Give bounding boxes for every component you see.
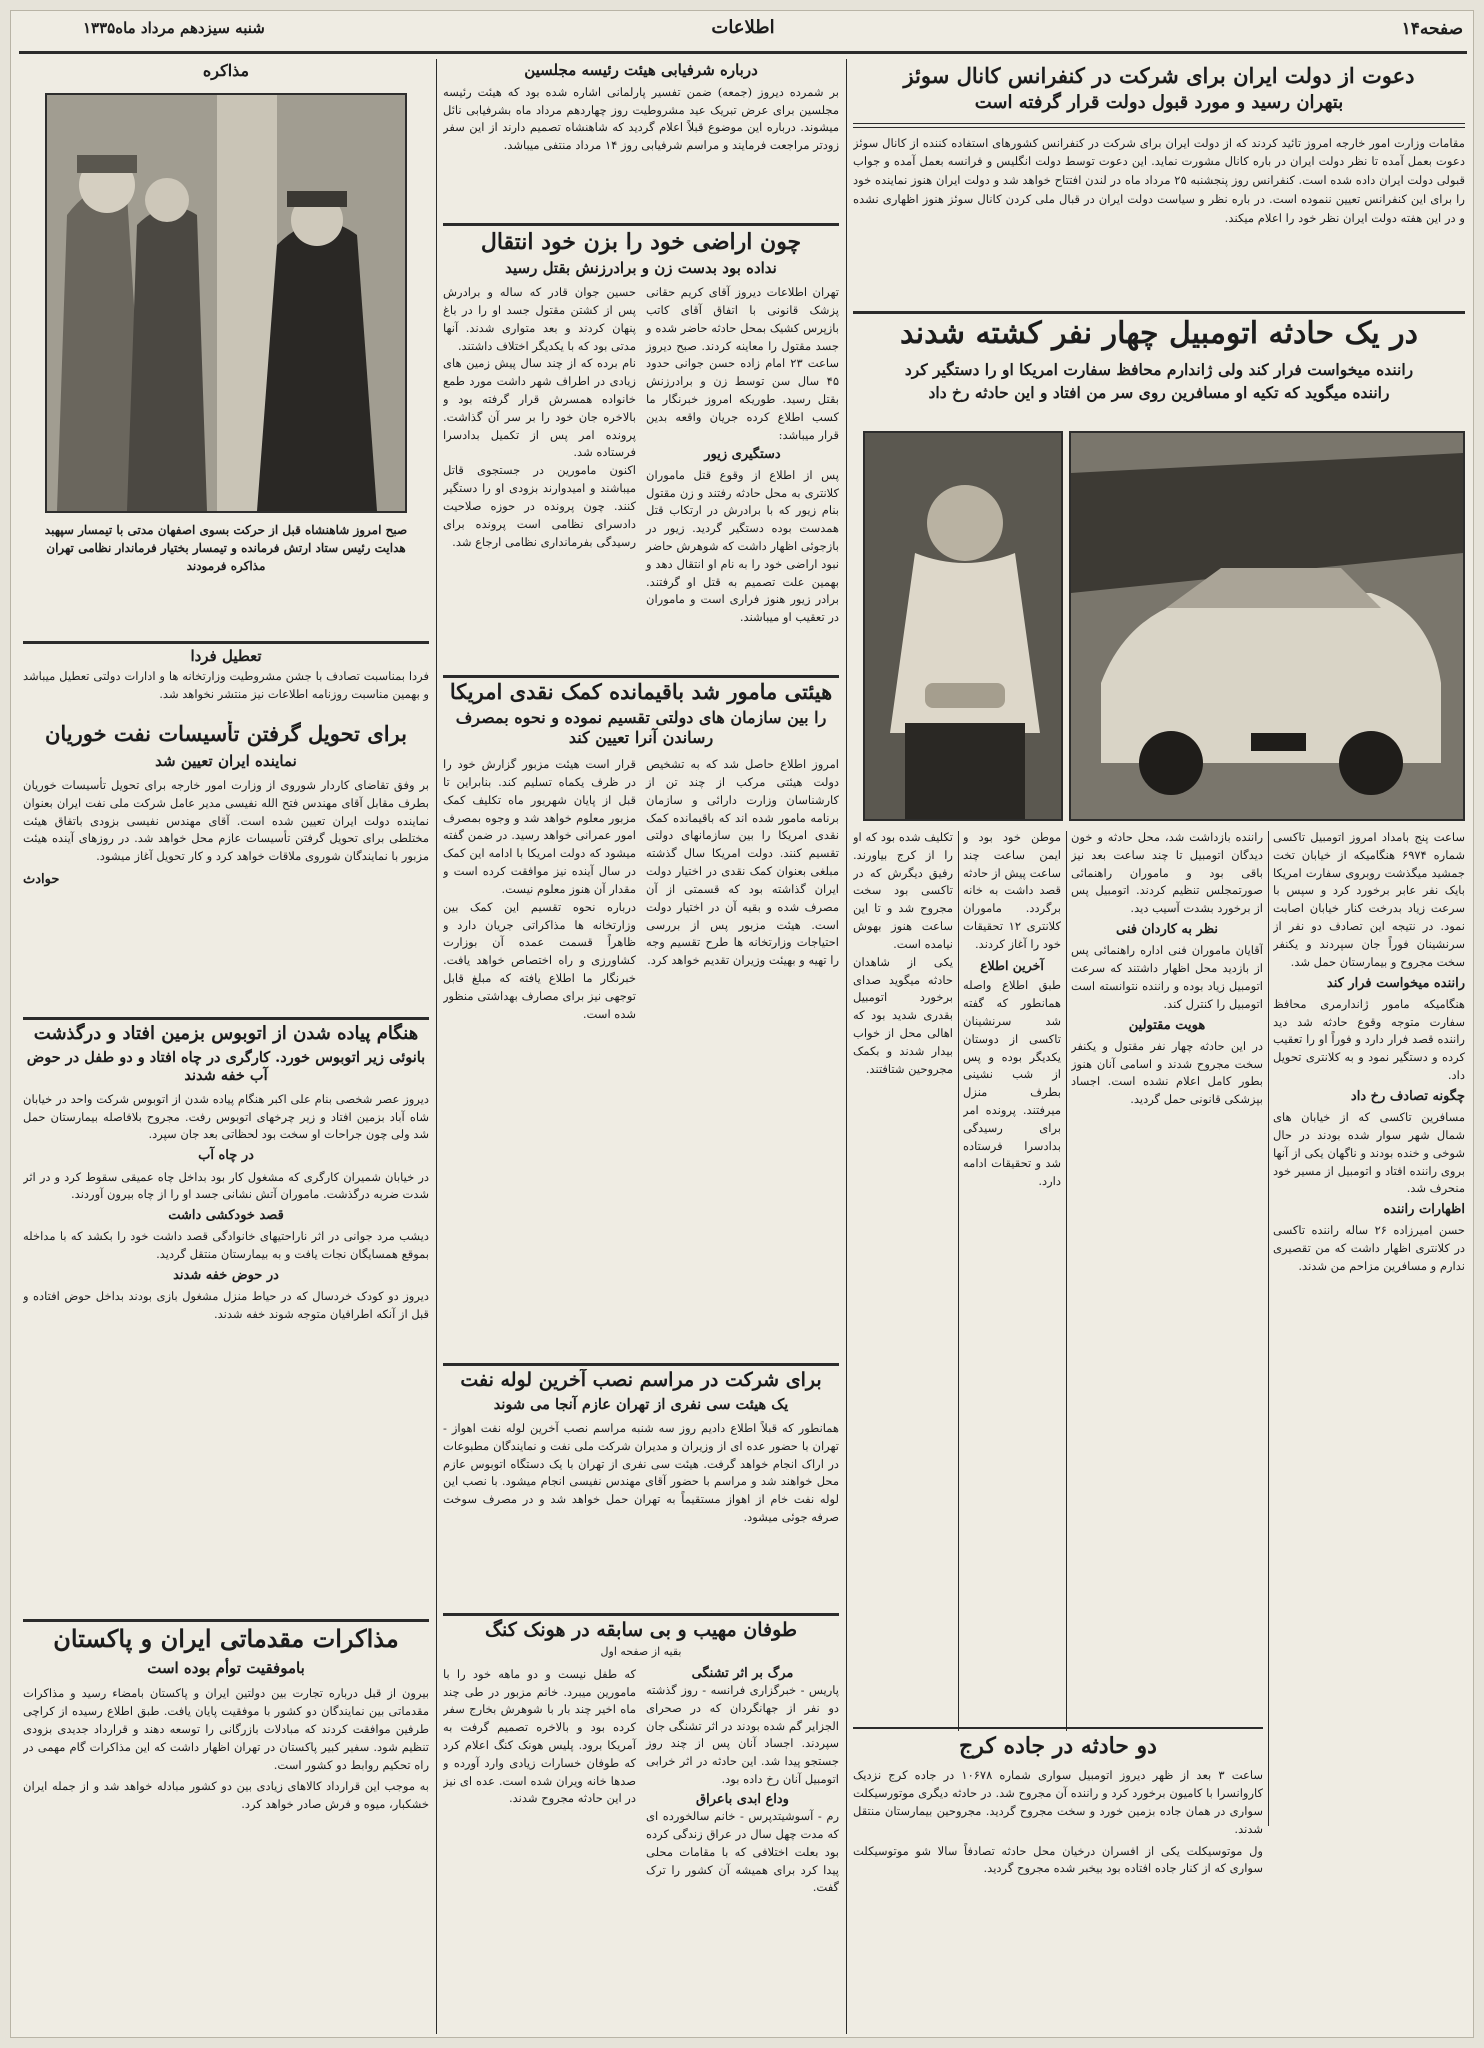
car-illustration: [1071, 433, 1463, 819]
accident-text: ساعت پنج بامداد امروز اتومبیل تاکسی شماره ۶۹۷۴ هنگامیکه از خیابان تخت جمشید میگذشت روبروی سفارت امریکا بایک نفر عابر برخورد کرد و سپس با سرعت زیاد بدرخت کنار خیابان اصابت نمود. در نتیجه این تصادف دو نفر از سرنشینان فوراً جان سپردند و یکنفر سخت مجروح و بیمارستان حمل شد.: [1273, 830, 1465, 969]
bus-article: [23, 1023, 429, 1623]
column-divider: [846, 59, 847, 2034]
section-rule: [443, 223, 839, 226]
accident-subtitle-2: راننده میگوید که تکیه او مسافرین روی سر من افتاد و این حادثه رخ داد: [928, 382, 1390, 402]
section-rule: [853, 1727, 1263, 1729]
accident-text: راننده بازداشت شد، محل حادثه و خون دیدگان اتومبیل تا چند ساعت بعد نیز باقی بود و ماموران راهنمائی صورتمجلس تنظیم کردند. اتومبیل پس از برخورد بشدت آسیب دید.: [1071, 830, 1263, 916]
suez-body: مقامات وزارت امور خارجه امروز تائید کردند که از دولت ایران برای شرکت در کنفرانس کشورهای استفاده کننده از کانال سوئز دعوت بعمل آمده تا نظر دولت ایران در باره کانال مشورت نماید. این دعوت توسط دولت انگلیس و فرانسه بعمل آمده و جواب قبولی دولت ایران داده شده است. کنفرانس روز پنجشنبه ۲۵ مرداد ماه در لندن افتتاح خواهد شد و دولت ایران هنوز نماینده خود را برای این کنفرانس تعیین ننموده است. در باره نظر و سیاست دولت ایران در قبال ملی کردن کانال سوئز هنوز اظهاری نشده و در این هفته دولت ایران نظر خود را اعلام میکند.: [853, 135, 1465, 225]
accident-subhead: آخرین اطلاع: [980, 957, 1044, 973]
thirst-text: رم - آسوشیتدپرس - خانم سالخورده ای که مدت چهل سال در عراق زندگی کرده بود بعلت اختلافی که با مقامات محلی پیدا کرد برای همیشه آن کشور را ترک گفت.: [646, 1809, 839, 1895]
accident-subhead: چگونه تصادف رخ داد: [1350, 1088, 1465, 1104]
us-aid-article: [443, 679, 839, 1349]
audience-article: [23, 61, 429, 641]
pakistan-article: [23, 1625, 429, 2033]
murder-subhead: دستگیری زیور: [704, 447, 781, 463]
pipeline-subtitle: یک هیئت سی نفری از تهران عازم آنجا می شوند: [493, 1395, 789, 1413]
bus-subhead: قصد خودکشی داشت: [168, 1208, 284, 1224]
bus-body: دیشب مرد جوانی در اثر ناراحتیهای خانوادگی قصد داشت خود را بکشد که با مداخله بموقع همسایگان نجات یافت و به بیمارستان منتقل گردید.: [23, 1229, 429, 1262]
typhoon-title: طوفان مهیب و بی سابقه در هونک کنگ: [484, 1619, 798, 1641]
section-rule: [23, 641, 429, 644]
us-aid-column: [443, 756, 636, 1023]
accident-column-3: [963, 829, 1061, 1729]
masthead: [11, 11, 1475, 51]
paper-name: اطلاعات: [711, 17, 775, 38]
driver-figure: [865, 433, 1061, 819]
suez-article: [853, 61, 1465, 351]
karaj-title: دو حادثه در جاده کرج: [959, 1733, 1157, 1759]
masthead-rule: [19, 51, 1467, 54]
murder-columns: [443, 284, 839, 627]
accident-text: آقایان ماموران فنی اداره راهنمائی پس از بازدید محل اظهار داشتند که سرعت اتومبیل زیاد بوده و راننده نتوانسته است اتومبیل را کنترل کند.: [1071, 943, 1263, 1011]
oil-article: [23, 721, 429, 1021]
divider: [853, 123, 1465, 128]
bus-body: در خیابان شمیران کارگری که مشغول کار بود بداخل چاه عمیقی سقوط کرد و در اثر شدت ضربه درگذشت. ماموران آتش نشانی جسد او را از چاه بیرون آوردند.: [23, 1169, 429, 1202]
accident-subhead: نظر به کاردان فنی: [1116, 922, 1218, 938]
section-rule: [443, 675, 839, 678]
bus-body: دیروز عصر شخصی بنام علی اکبر هنگام پیاده شدن از اتوبوس شرکت واحد در خیابان شاه آباد بزمین افتاد و زیر چرخهای اتوبوس رفت. مجروح بلافاصله بیمارستان حمل شد ولی چون جراحات او سخت بود لحظاتی بعد جان سپرد.: [23, 1091, 429, 1142]
bus-body: دیروز دو کودک خردسال که در حیاط منزل مشغول بازی بودند بداخل حوض افتاده و قبل از آنکه اطرافیان متوجه شوند خفه شدند.: [23, 1289, 429, 1322]
suez-title: دعوت از دولت ایران برای شرکت در کنفرانس کانال سوئز: [903, 63, 1415, 88]
oil-footer: حوادث: [23, 872, 60, 887]
page-number: صفحه۱۴: [1401, 19, 1463, 39]
sharafi-title: درباره شرفیابی هیئت رئیسه مجلسین: [524, 61, 758, 79]
holiday-title: تعطیل فردا: [190, 647, 262, 665]
typhoon-continued: بقیه از صفحه اول: [600, 1644, 682, 1658]
oil-body: بر وفق تقاضای کاردار شوروی از وزارت امور خارجه برای تحویل تأسیسات خوریان بطرف مقابل آقای مهندس فتح الله نفیسی مدیر عامل شرکت ملی نفت ایران بعنوان نماینده دولت ایران تعیین شده است. آقای مهندس نفیسی بزودی باتفاق هیئت مختلطی برای تحویل گرفتن تأسیسات عازم محل خواهد شد. در روزهای آینده هیئت مزبور با نمایندگان شوروی ملاقات خواهد کرد و کار تحویل آغاز میشود.: [23, 777, 429, 864]
accident-column-4: [853, 829, 953, 1729]
us-aid-column: [646, 756, 839, 1023]
us-aid-subtitle: را بین سازمان های دولتی تقسیم نموده و نحوه بمصرف رساندن آنرا تعیین کند: [455, 708, 827, 748]
accident-text: یکی از شاهدان حادثه میگوید صدای برخورد اتومبیل بقدری شدید بود که اهالی محل از خواب بیدار شدند و بکمک مجروحین شتافتند.: [853, 954, 953, 1076]
bus-title: هنگام پیاده شدن از اتوبوس بزمین افتاد و درگذشت: [33, 1023, 419, 1044]
audience-title: مذاکره: [202, 61, 250, 80]
murder-text: حسین جوان قادر که ساله و برادرش پس از کشتن مقتول جسد او را در باغ پنهان کردند و بعد متواری شدند. آنها مدتی بود که با یکدیگر اختلاف داشتند.: [443, 285, 636, 353]
oil-title: برای تحویل گرفتن تأسیسات نفت خوریان: [44, 721, 407, 746]
accident-text: موطن خود بود و ایمن ساعت چند ساعت پیش از حادثه قصد داشت به خانه برگردد. ماموران کلانتری ۱۲ تحقیقات خود را آغاز کردند.: [963, 830, 1061, 951]
bus-subhead: در حوض خفه شدند: [173, 1268, 279, 1284]
murder-title: چون اراضی خود را بزن خود انتقال: [480, 229, 802, 255]
typhoon-column: [443, 1666, 636, 1897]
karaj-body: ول موتوسیکلت یکی از افسران درخیان محل حادثه تصادفاً سالا شو موتوسیکلت سواری که از کنار جاده افتاده بود بیخبر شده مجروح گردید.: [853, 1843, 1263, 1876]
thirst-column: [646, 1666, 839, 1897]
accident-header: [853, 317, 1465, 439]
column-divider: [958, 831, 959, 1731]
karaj-body: ساعت ۳ بعد از ظهر دیروز اتومبیل سواری شماره ۱۰۶۷۸ در جاده کرج نزدیک کاروانسرا با کامیون برخورد کرد و راننده آن مجروح شد. در حادثه دیگری موتورسیکلت سواری در همان جاده بزمین خورد و سخت مجروح گردید. مجروحین بیمارستان منتقل شدند.: [853, 1768, 1263, 1836]
us-aid-text: درباره نحوه تقسیم این کمک بین وزارتخانه ها مذاکراتی جریان دارد و ظاهراً قسمت عمده آن بوزارت کشاورزی و راه اختصاص خواهد یافت. خبرنگار ما اطلاع یافته که مبلغ قابل توجهی نیز برای مصارف بهداشتی منظور شده است.: [443, 899, 636, 1021]
wrecked-car-photo: [1069, 431, 1465, 821]
murder-text: پس از اطلاع از وقوع قتل ماموران کلانتری به محل حادثه رفتند و زن مقتول بنام زیور که با برادرش در ارتکاب قتل همدست بوده دستگیر گردید. زیور در بازجوئی اظهار داشت که شوهرش حاضر نبود اراضی خود را به نام او انتقال دهد و بهمین علت تصمیم به قتل او گرفتند. برادر زیور هنوز فراری است و ماموران در تعقیب او میباشند.: [646, 467, 839, 625]
suez-subtitle: بتهران رسید و مورد قبول دولت قرار گرفته است: [974, 92, 1344, 114]
accident-column-1: [1273, 829, 1465, 1829]
column-divider: [1268, 831, 1269, 1826]
thirst-subhead: وداع ابدی باعراق: [696, 1791, 789, 1807]
karaj-article: [853, 1733, 1263, 2033]
murder-column: [443, 284, 636, 627]
typhoon-text: که طفل نیست و دو ماهه خود را با مامورین میبرد. خانم مزبور در طی چند ماه اخیر چند بار با شوهرش بخارج سفر کرده بود و بالاخره تصمیم گرفت به آمریکا برود. پلیس هونک کنگ اعلام کرد که طوفان خسارات زیادی وارد آورده و صدها خانه ویران شده است. عده ای نیز در این حادثه مجروح شدند.: [443, 1666, 636, 1806]
audience-caption: صبح امروز شاهنشاه قبل از حرکت بسوی اصفهان مدتی با تیمسار سپهبد هدایت رئیس ستاد ارتش فرمانده و تیمسار بختیار فرماندار نظامی تهران مذاکره فرمودند: [44, 523, 408, 573]
accident-text: حسن امیرزاده ۲۶ ساله راننده تاکسی در کلانتری اظهار داشت که من تقصیری ندارم و مسافرین مزاحم من شدند.: [1273, 1223, 1465, 1273]
murder-article: [443, 229, 839, 679]
accident-text: طبق اطلاع واصله همانطور که گفته شد سرنشینان تاکسی از دوستان یکدیگر بوده و پس از شب نشینی بطرف منزل میرفتند. پرونده امر برای رسیدگی بدادسرا فرستاده شد و تحقیقات ادامه دارد.: [963, 978, 1061, 1189]
holiday-notice: [23, 647, 429, 719]
column-divider: [436, 59, 437, 2034]
sharafi-body: بر شمرده دیروز (جمعه) ضمن تفسیر پارلمانی اشاره شده بود که هیئت رئیسه مجلسین برای عرض تبریک عید مشروطیت روز چهاردهم مرداد ماه بشرفیابی نائل میشوند. درباره این موضوع قبلاً اعلام گردید که شاهنشاه تصمیم دارند از این سفر زودتر مراجعت فرمایند و مراسم شرفیابی روز ۱۴ مرداد منتفی میباشد.: [443, 84, 839, 153]
accident-text: مسافرین تاکسی که از خیابان های شمال شهر سوار شده بودند در حال شوخی و خنده بودند و ناگهان یکی از آنها بروی راننده افتاد و اتومبیل از مسیر خود منحرف شد.: [1273, 1110, 1465, 1196]
section-rule: [443, 1363, 839, 1366]
officers-illustration: [47, 95, 405, 511]
typhoon-columns: [443, 1666, 839, 1897]
accident-text: هنگامیکه مامور ژاندارمری محافظ سفارت متوجه وقوع حادثه شد دید راننده قصد فرار دارد و فوراً او را تعقیب کرده و دستگیر نمود و به کلانتری تحویل داد.: [1273, 996, 1465, 1082]
murder-subtitle: نداده بود بدست زن و برادرزنش بقتل رسید: [505, 259, 777, 278]
pakistan-subtitle: باموفقیت توأم بوده است: [147, 1658, 305, 1677]
accident-subhead: راننده میخواست فرار کند: [1326, 975, 1465, 991]
us-aid-columns: [443, 756, 839, 1023]
murder-text: تهران اطلاعات دیروز آقای کریم حقانی پزشک قانونی با اتفاق آقای کاتب بازپرس کشیک بمحل حادثه حاضر شده و جسد مقتول را معاینه کردند. صبح دیروز ساعت ۲۳ امام زاده حسن جوانی حدود ۴۵ سال سن توسط زن و برادرزنش بقتل رسید. طوریکه امروز خبرنگار ما کسب اطلاع کرده جریان واقعه بدین قرار میباشد:: [646, 285, 839, 442]
murder-text: اکنون مامورین در جستجوی قاتل میباشند و امیدوارند بزودی او را دستگیر کنند. چون پرونده در حوزه صلاحیت دادسرای نظامی است پرونده برای رسیدگی بفرمانداری نظامی ارجاع شد.: [443, 463, 636, 549]
accident-text: در این حادثه چهار نفر مقتول و یکنفر سخت مجروح شدند و اسامی آنان هنوز بطور کامل اعلام نشده است. اجساد بپزشکی قانونی حمل گردید.: [1071, 1038, 1263, 1107]
thirst-text: پاریس - خبرگزاری فرانسه - روز گذشته دو نفر از جهانگردان که در صحرای الجزایر گم شده بودند در اثر تشنگی جان سپردند. اجساد آنان پس از چند روز جستجو پیدا شد. این حادثه در اثر خرابی اتومبیل آنان رخ داده بود.: [646, 1682, 839, 1787]
us-aid-text: امروز اطلاع حاصل شد که به تشخیص دولت هیئتی مرکب از چند تن از کارشناسان وزارت دارائی و سازمان برنامه مامور شده اند که باقیمانده کمک نقدی امریکا را بین سازمانهای دولتی تقسیم کنند. دولت امریکا سال گذشته مبلغی بعنوان کمک نقدی در اختیار دولت ایران گذاشته بود که قسمتی از آن مصرف شده و بقیه آن در اختیار دولت است. هیئت مزبور پس از بررسی احتیاجات وزارتخانه ها طرح تقسیم وجه را تهیه و بهیئت وزیران تقدیم خواهد کرد.: [646, 757, 839, 968]
pakistan-body: به موجب این قرارداد کالاهای زیادی بین دو کشور مبادله خواهد شد و از جمله ایران خشکبار، میوه و فرش صادر خواهد کرد.: [23, 1779, 429, 1812]
accident-title: در یک حادثه اتومبیل چهار نفر کشته شدند: [900, 317, 1418, 351]
section-rule: [23, 1017, 429, 1020]
typhoon-article: [443, 1619, 839, 2034]
accident-subtitle: راننده میخواست فرار کند ولی ژاندارم محافظ سفارت امریکا او را دستگیر کرد: [904, 359, 1414, 379]
driver-photo: [863, 431, 1063, 821]
accident-column-2: [1071, 829, 1263, 1829]
pipeline-body: همانطور که قبلاً اطلاع دادیم روز سه شنبه مراسم نصب آخرین لوله نفت اهواز - تهران با حضور عده ای از وزیران و مدیران شرکت ملی نفت و نمایندگان مطبوعات در اراک انجام خواهد گرفت. هیئت سی نفری از تهران با یک دستگاه اتوبوس عازم محل خواهند شد و مراسم با حضور آقای مهندس نفیسی انجام میشود. با نصب این لوله نفت خام از اهواز مستقیماً به تهران حمل خواهد شد و در مصرف سوخت صرفه جوئی میشود.: [443, 1420, 839, 1524]
accident-subhead: اظهارات راننده: [1383, 1202, 1465, 1218]
us-aid-text: قرار است هیئت مزبور گزارش خود را در ظرف یکماه تسلیم کند. بنابراین تا قبل از پایان شهریور ماه تکلیف کمک مزبور معلوم خواهد شد و وجوه بمصرف امور عمرانی خواهد رسید. در ضمن گفته میشود که دولت امریکا با ادامه این کمک در سال آینده نیز موافقت کرده است و مقدار آن هنوز معلوم نیست.: [443, 757, 636, 896]
section-rule: [23, 1619, 429, 1622]
murder-column: [646, 284, 839, 627]
newspaper-page: [10, 10, 1474, 2038]
us-aid-title: هیئتی مامور شد باقیمانده کمک نقدی امریکا: [449, 679, 833, 704]
pipeline-title: برای شرکت در مراسم نصب آخرین لوله نفت: [460, 1369, 822, 1391]
sharafi-article: [443, 61, 839, 231]
murder-text: نام برده که از چند سال پیش زمین های زیادی در اطراف شهر داشت مورد طمع خانواده همسرش قرار گرفته بود و بالاخره جان خود را بر سر آن گذاشت. پرونده امر پس از تکمیل بدادسرا فرستاده شد.: [443, 356, 636, 460]
bus-subhead: در چاه آب: [198, 1148, 254, 1164]
accident-text: تکلیف شده بود که او را از کرج بیاورند. رفیق دیگرش که در تاکسی بود سخت مجروح شد و تا این ساعت هنوز بهوش نیامده است.: [853, 830, 953, 951]
oil-subtitle: نماینده ایران تعیین شد: [155, 752, 297, 771]
thirst-title: مرگ بر اثر تشنگی: [691, 1665, 794, 1681]
holiday-body: فردا بمناسبت تصادف با جشن مشروطیت وزارتخانه ها و ادارات دولتی تعطیل میباشد و بهمین مناسبت روزنامه اطلاعات نیز منتشر نخواهد شد.: [23, 668, 429, 701]
audience-photo: [45, 93, 407, 513]
pipeline-article: [443, 1369, 839, 1619]
accident-subhead: هویت مقتولین: [1128, 1017, 1206, 1033]
section-rule: [443, 1613, 839, 1616]
pakistan-title: مذاکرات مقدماتی ایران و پاکستان: [53, 1625, 399, 1653]
section-rule: [853, 311, 1465, 314]
bus-subtitle: بانوئی زیر اتوبوس خورد. کارگری در چاه افتاد و دو طفل در حوض آب خفه شدند: [26, 1048, 426, 1084]
pakistan-body: بیرون از قبل درباره تجارت بین دولتین ایران و پاکستان بامضاء رسید و مذاکرات مقدماتی بین نمایندگان دو کشور با موفقیت پایان یافت. طبق اطلاع رسیده از کراچی طرفین موافقت کردند که مبادلات بازرگانی را توسعه دهند و قرارداد جدیدی بزودی تنظیم شود. سفیر کبیر پاکستان در تهران اظهار داشت که این مذاکرات گام مهمی در راه تحکیم روابط دو کشور است.: [23, 1686, 429, 1772]
date-line: شنبه سیزدهم مرداد ماه۱۳۳۵: [83, 19, 265, 37]
column-divider: [1066, 831, 1067, 1731]
